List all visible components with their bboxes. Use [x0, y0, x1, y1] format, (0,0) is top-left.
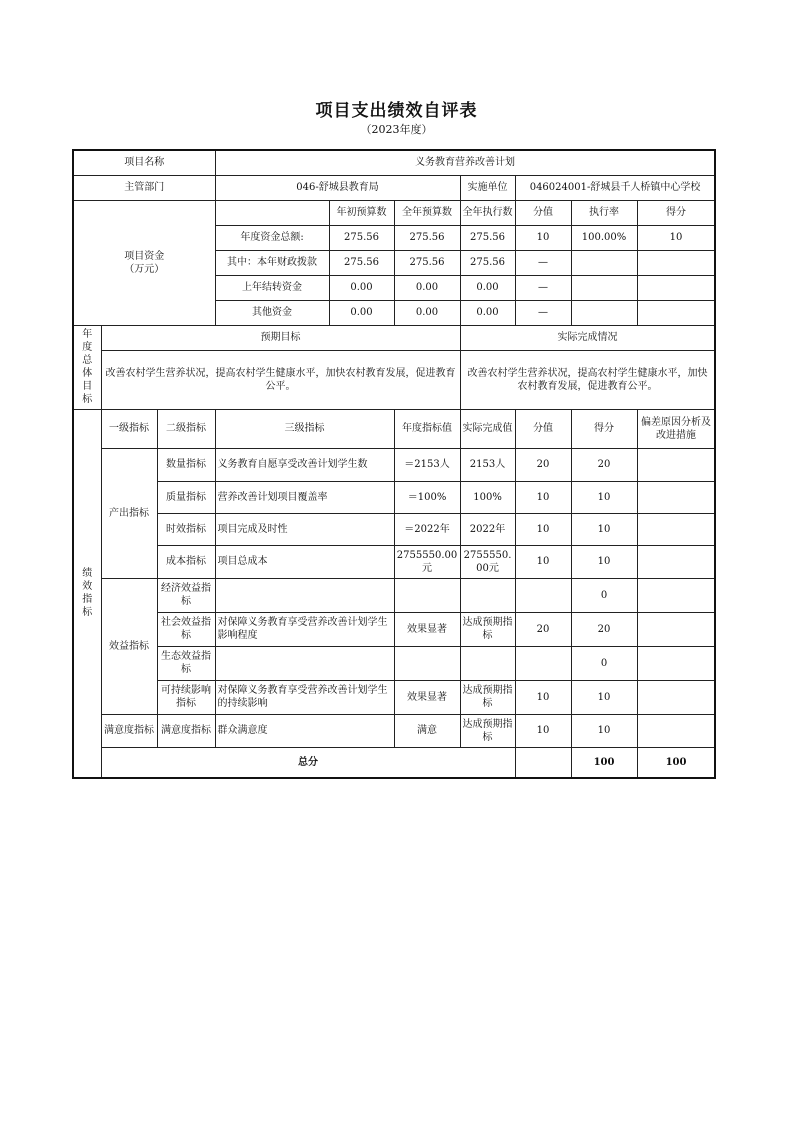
- score-max-cell: [515, 646, 571, 680]
- score-cell: 20: [571, 448, 637, 481]
- funds-cell: [571, 275, 637, 300]
- score-max-cell: 10: [515, 714, 571, 747]
- actual-cell: [460, 646, 515, 680]
- level2-cell: 满意度指标: [157, 714, 215, 747]
- score-max-cell: 10: [515, 513, 571, 545]
- score-cell: 10: [571, 714, 637, 747]
- level3-cell: [215, 646, 394, 680]
- reason-cell: [637, 578, 715, 612]
- total-label: 总分: [101, 747, 515, 778]
- funds-cell: 10: [637, 225, 715, 250]
- level3-cell: 项目总成本: [215, 545, 394, 578]
- level1-satisfaction: 满意度指标: [101, 714, 157, 747]
- dept-value: 046-舒城县教育局: [215, 175, 460, 200]
- level2-cell: 生态效益指标: [157, 646, 215, 680]
- level1-output: 产出指标: [101, 448, 157, 578]
- level2-cell: 数量指标: [157, 448, 215, 481]
- reason-cell: [637, 513, 715, 545]
- funds-cell: 0.00: [329, 275, 394, 300]
- funds-row-label: 上年结转资金: [215, 275, 329, 300]
- reason-cell: [637, 612, 715, 646]
- funds-cell: 275.56: [394, 225, 460, 250]
- score-max-cell: 10: [515, 545, 571, 578]
- reason-cell: [637, 545, 715, 578]
- funds-cell: 0.00: [329, 300, 394, 325]
- actual-cell: 达成预期指标: [460, 714, 515, 747]
- funds-header: 分值: [515, 200, 571, 225]
- target-cell: [394, 578, 460, 612]
- page-subtitle: （2023年度）: [360, 123, 433, 136]
- perf-header: 三级指标: [215, 409, 394, 448]
- score-cell: 20: [571, 612, 637, 646]
- funds-cell: —: [515, 275, 571, 300]
- funds-header: 全年执行数: [460, 200, 515, 225]
- score-max-cell: 20: [515, 612, 571, 646]
- reason-cell: [637, 646, 715, 680]
- performance-label: 绩效指标: [73, 409, 101, 778]
- level2-cell: 成本指标: [157, 545, 215, 578]
- reason-cell: [637, 680, 715, 714]
- perf-header: 偏差原因分析及改进措施: [637, 409, 715, 448]
- dept-label: 主管部门: [73, 175, 215, 200]
- perf-header: 二级指标: [157, 409, 215, 448]
- level3-cell: 项目完成及时性: [215, 513, 394, 545]
- funds-header: 全年预算数: [394, 200, 460, 225]
- expected-goal-header: 预期目标: [101, 325, 460, 350]
- level2-cell: 经济效益指标: [157, 578, 215, 612]
- funds-header: 得分: [637, 200, 715, 225]
- unit-label: 实施单位: [460, 175, 515, 200]
- score-cell: 10: [571, 545, 637, 578]
- total-score-max: 100: [571, 747, 637, 778]
- funds-cell: 0.00: [394, 300, 460, 325]
- perf-header: 年度指标值: [394, 409, 460, 448]
- funds-cell: [637, 250, 715, 275]
- score-max-cell: 10: [515, 680, 571, 714]
- score-cell: 10: [571, 481, 637, 513]
- actual-cell: 达成预期指标: [460, 612, 515, 646]
- level3-cell: 群众满意度: [215, 714, 394, 747]
- score-cell: 10: [571, 513, 637, 545]
- funds-label: 项目资金 （万元）: [73, 200, 215, 325]
- expected-goal-text: 改善农村学生营养状况，提高农村学生健康水平，加快农村教育发展，促进教育公平。: [101, 350, 460, 409]
- target-cell: [394, 646, 460, 680]
- target-cell: ＝100%: [394, 481, 460, 513]
- annual-goal-label: 年度总体目标: [73, 325, 101, 409]
- actual-cell: 2755550.00元: [460, 545, 515, 578]
- perf-header: 分值: [515, 409, 571, 448]
- funds-cell: 275.56: [329, 250, 394, 275]
- funds-cell: [637, 275, 715, 300]
- target-cell: 效果显著: [394, 680, 460, 714]
- project-name-value: 义务教育营养改善计划: [215, 150, 715, 175]
- perf-header: 一级指标: [101, 409, 157, 448]
- level3-cell: 义务教育自愿享受改善计划学生数: [215, 448, 394, 481]
- actual-cell: 100%: [460, 481, 515, 513]
- actual-cell: 2022年: [460, 513, 515, 545]
- funds-header: 执行率: [571, 200, 637, 225]
- reason-cell: [637, 714, 715, 747]
- target-cell: 2755550.00元: [394, 545, 460, 578]
- funds-cell: 10: [515, 225, 571, 250]
- reason-cell: [637, 481, 715, 513]
- level3-cell: 营养改善计划项目覆盖率: [215, 481, 394, 513]
- score-max-cell: 20: [515, 448, 571, 481]
- score-max-cell: [515, 578, 571, 612]
- actual-cell: 2153人: [460, 448, 515, 481]
- level3-cell: [215, 578, 394, 612]
- score-cell: 10: [571, 680, 637, 714]
- target-cell: ＝2022年: [394, 513, 460, 545]
- funds-row-label: 其中：本年财政拨款: [215, 250, 329, 275]
- actual-result-header: 实际完成情况: [460, 325, 715, 350]
- total-blank: [515, 747, 571, 778]
- level3-cell: 对保障义务教育享受营养改善计划学生的持续影响: [215, 680, 394, 714]
- project-name-label: 项目名称: [73, 150, 215, 175]
- actual-cell: 达成预期指标: [460, 680, 515, 714]
- funds-cell: 275.56: [329, 225, 394, 250]
- funds-cell: 275.56: [460, 225, 515, 250]
- level2-cell: 时效指标: [157, 513, 215, 545]
- self-evaluation-table: [72, 149, 716, 779]
- funds-cell: 275.56: [460, 250, 515, 275]
- target-cell: 效果显著: [394, 612, 460, 646]
- actual-result-text: 改善农村学生营养状况，提高农村学生健康水平，加快农村教育发展，促进教育公平。: [460, 350, 715, 409]
- funds-cell: [571, 250, 637, 275]
- level1-benefit: 效益指标: [101, 578, 157, 714]
- score-max-cell: 10: [515, 481, 571, 513]
- funds-cell: 0.00: [460, 300, 515, 325]
- funds-cell: —: [515, 250, 571, 275]
- target-cell: 满意: [394, 714, 460, 747]
- target-cell: ＝2153人: [394, 448, 460, 481]
- funds-row-label: 年度资金总额:: [215, 225, 329, 250]
- level3-cell: 对保障义务教育享受营养改善计划学生影响程度: [215, 612, 394, 646]
- funds-row-label: 其他资金: [215, 300, 329, 325]
- funds-cell: [571, 300, 637, 325]
- reason-cell: [637, 448, 715, 481]
- perf-header: 实际完成值: [460, 409, 515, 448]
- actual-cell: [460, 578, 515, 612]
- funds-cell: 275.56: [394, 250, 460, 275]
- score-cell: 0: [571, 646, 637, 680]
- funds-cell: —: [515, 300, 571, 325]
- score-cell: 0: [571, 578, 637, 612]
- funds-cell: 0.00: [394, 275, 460, 300]
- funds-cell: [637, 300, 715, 325]
- total-score: 100: [637, 747, 715, 778]
- page-title: 项目支出绩效自评表: [315, 101, 478, 121]
- perf-header: 得分: [571, 409, 637, 448]
- level2-cell: 社会效益指标: [157, 612, 215, 646]
- funds-cell: 100.00%: [571, 225, 637, 250]
- funds-cell: 0.00: [460, 275, 515, 300]
- funds-header: 年初预算数: [329, 200, 394, 225]
- funds-header-blank: [215, 200, 329, 225]
- unit-value: 046024001-舒城县千人桥镇中心学校: [515, 175, 715, 200]
- level2-cell: 质量指标: [157, 481, 215, 513]
- level2-cell: 可持续影响指标: [157, 680, 215, 714]
